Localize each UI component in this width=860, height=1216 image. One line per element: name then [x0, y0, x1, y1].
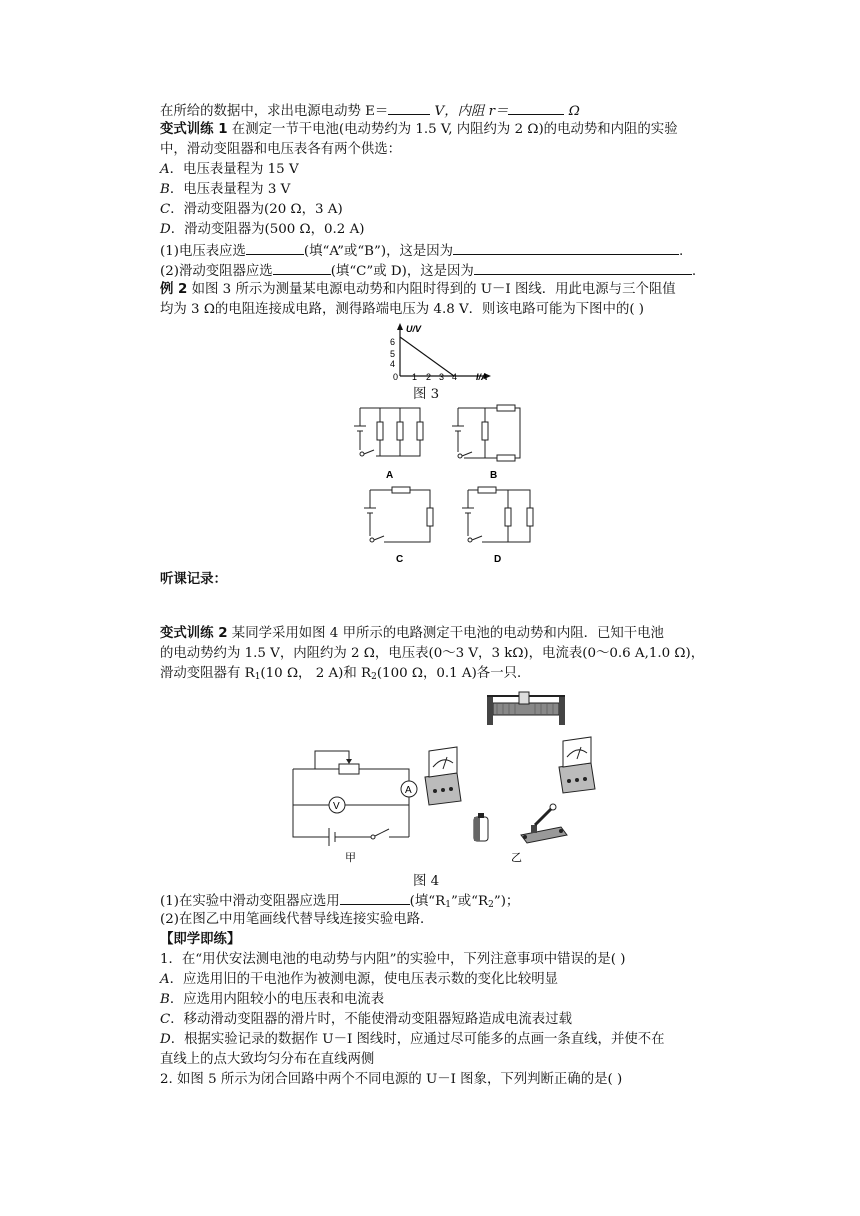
u-i-line — [400, 337, 454, 376]
y-tick-4: 4 — [390, 359, 396, 369]
answer-blank-e[interactable] — [388, 100, 430, 115]
practice-block — [160, 890, 720, 1090]
figure-4-label-yi: 乙 — [511, 852, 522, 864]
option-a: A．电压表量程为 15 V — [160, 162, 299, 177]
variant-2-line2: 的电动势约为 1.5 V，内阻约为 2 Ω，电压表(0～3 V，3 kΩ)，电流表(0～0.6 A,1.0 Ω)， — [160, 646, 705, 661]
practice-header: 【即学即练】 — [160, 932, 241, 947]
practice-q1: 1．在“用伏安法测电池的电动势与内阻”的实验中，下列注意事项中错误的是( ) — [160, 952, 626, 967]
example-2-line2: 均为 3 Ω的电阻连接成电路，测得路端电压为 4.8 V．则该电路可能为下图中的( ) — [160, 302, 645, 317]
circuit-jia — [293, 751, 417, 846]
figure-3-circuits — [340, 400, 540, 570]
practice-q2: 2. 如图 5 所示为闭合回路中两个不同电源的 U－I 图象，下列判断正确的是( ) — [160, 1072, 623, 1087]
variant-2-q2: (2)在图乙中用笔画线代替导线连接实验电路． — [160, 912, 434, 927]
variant-2-q1: (1)在实验中滑动变阻器应选用 (填“$R_1$”或“$R_2$”)； — [160, 890, 720, 910]
figure-3-caption: 图 3 — [413, 387, 440, 402]
battery-icon — [474, 813, 488, 841]
practice-option-d: D．根据实验记录的数据作 U－I 图线时，应通过尽可能多的点画一条直线，并使不在 — [160, 1032, 665, 1047]
example-2-line1: 例 2 如图 3 所示为测量某电源电动势和内阻时得到的 U－I 图线．用此电源与三个阻值 — [160, 282, 676, 297]
origin-label: 0 — [393, 372, 399, 382]
figure-3-graph — [360, 320, 510, 382]
circuit-label-b: B — [490, 470, 498, 481]
ammeter-symbol: A — [405, 785, 412, 796]
question-intro: 在所给的数据中，求出电源电动势 E＝ V，内阻 r＝ Ω — [160, 100, 720, 120]
practice-option-b: B．应选用内阻较小的电压表和电流表 — [160, 992, 385, 1007]
notes-label: 听课记录： — [160, 572, 227, 587]
y-axis-label: U/V — [406, 324, 422, 334]
variant-2-block — [160, 624, 720, 684]
x-tick-3: 3 — [439, 372, 445, 382]
option-b: B．电压表量程为 3 V — [160, 182, 291, 197]
circuit-label-c: C — [396, 554, 404, 565]
answer-blank-voltmeter-reason[interactable] — [453, 240, 679, 255]
figure-4-caption: 图 4 — [413, 874, 440, 889]
figure-4 — [285, 685, 605, 867]
option-d: D．滑动变阻器为(500 Ω，0.2 A) — [160, 222, 365, 237]
variant-2-line3: 滑动变阻器有 $R_1(10$ Ω， 2 A)和 $R_2(100$ Ω，0.1 A)各一只． — [160, 666, 531, 682]
worksheet — [160, 100, 720, 320]
answer-blank-rheostat-reason[interactable] — [474, 260, 692, 275]
circuit-d — [462, 487, 533, 542]
voltmeter-symbol: V — [333, 801, 340, 812]
variant-2-line1: 变式训练 2 某同学采用如图 4 甲所示的电路测定干电池的电动势和内阻．已知干电池 — [160, 626, 664, 641]
x-tick-4: 4 — [452, 372, 458, 382]
switch-icon — [521, 804, 567, 843]
circuit-a — [354, 408, 423, 456]
practice-option-a: A．应选用旧的干电池作为被测电源，使电压表示数的变化比较明显 — [160, 972, 558, 987]
practice-option-d-cont: 直线上的点大致均匀分布在直线两侧 — [160, 1052, 375, 1067]
variant-1-line2: 中，滑动变阻器和电压表各有两个供选： — [160, 142, 402, 157]
variant-1-q1: (1)电压表应选 (填“A”或“B”)，这是因为 . — [160, 240, 720, 260]
answer-blank-rheostat-choice[interactable] — [340, 890, 410, 905]
circuit-label-d: D — [494, 554, 502, 565]
variant-1-line1: 变式训练 1 在测定一节干电池(电动势约为 1.5 V, 内阻约为 2 Ω)的电动势和内阻的实验 — [160, 122, 678, 137]
practice-option-c: C．移动滑动变阻器的滑片时，不能使滑动变阻器短路造成电流表过载 — [160, 1012, 572, 1027]
circuit-b — [452, 405, 520, 461]
figure-4-label-jia: 甲 — [345, 852, 356, 864]
ammeter-icon — [559, 737, 595, 793]
variant-1-q2: (2)滑动变阻器应选 (填“C”或 D)，这是因为 . — [160, 260, 720, 280]
y-tick-5: 5 — [390, 349, 396, 359]
x-tick-2: 2 — [426, 372, 432, 382]
voltmeter-icon — [425, 747, 461, 805]
rheostat-icon — [487, 692, 565, 725]
circuit-c — [364, 487, 433, 542]
x-tick-1: 1 — [412, 372, 418, 382]
answer-blank-r[interactable] — [508, 100, 564, 115]
option-c: C．滑动变阻器为(20 Ω，3 A) — [160, 202, 343, 217]
circuit-label-a: A — [386, 470, 394, 481]
answer-blank-rheostat[interactable] — [273, 260, 331, 275]
x-axis-label: I/A — [476, 372, 488, 382]
y-tick-6: 6 — [390, 337, 396, 347]
answer-blank-voltmeter[interactable] — [246, 240, 304, 255]
